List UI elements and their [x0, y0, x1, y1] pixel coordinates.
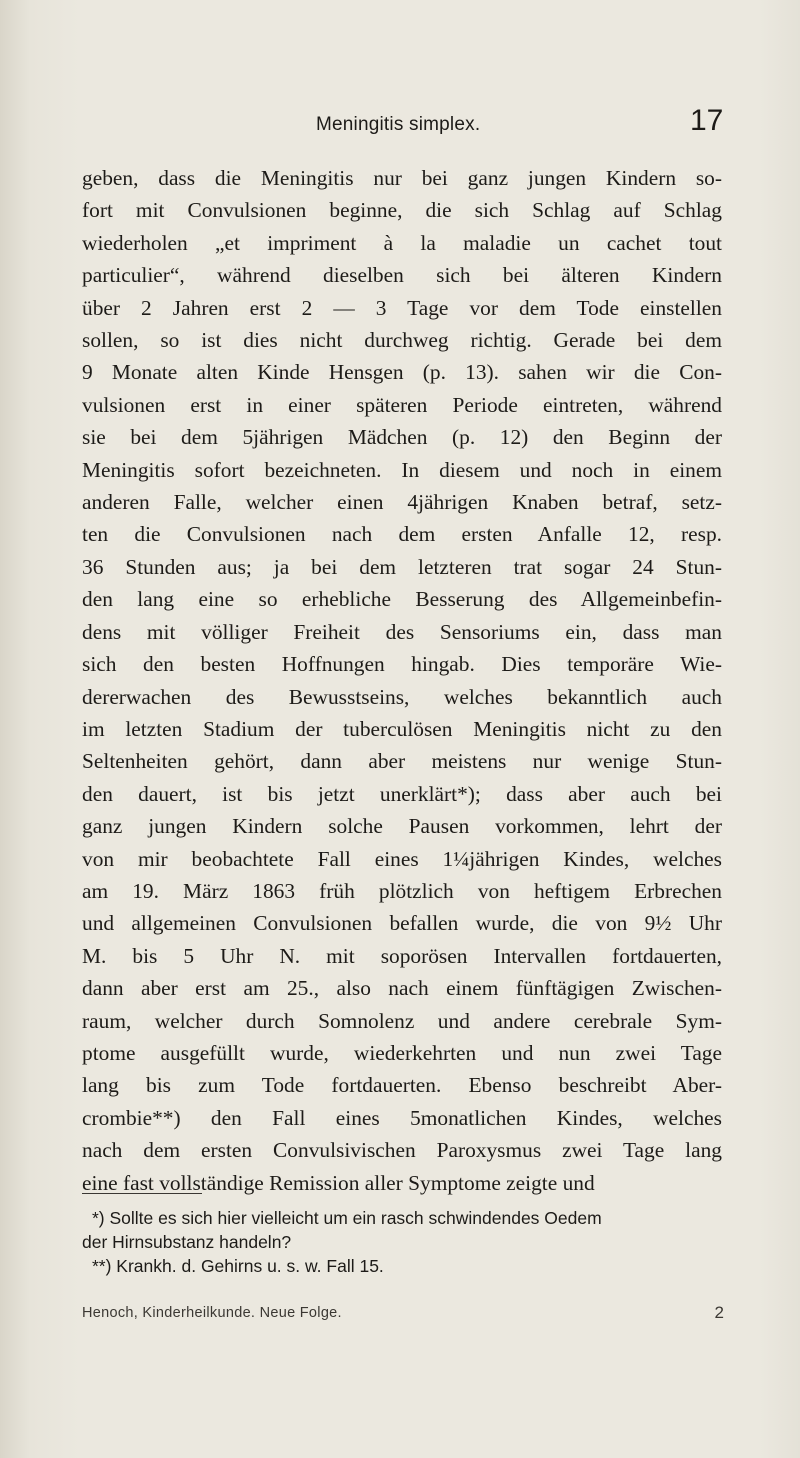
text-line: und allgemeinen Convulsionen befallen wurde, die von 9½ Uhr	[82, 911, 722, 936]
text-line: von mir beobachtete Fall eines 1¼jährigen Kindes, welches	[82, 846, 722, 871]
text-line: vulsionen erst in einer späteren Periode eintreten, während	[82, 392, 722, 417]
text-line: fort mit Convulsionen beginne, die sich Schlag auf Schlag	[82, 198, 722, 223]
text-line: dens mit völliger Freiheit des Sensoriums ein, dass man	[82, 619, 722, 644]
text-line: ten die Convulsionen nach dem ersten Anfalle 12, resp.	[82, 522, 722, 547]
body-text	[82, 162, 722, 1199]
text-line: Seltenheiten gehört, dann aber meistens nur wenige Stun-	[82, 749, 722, 774]
running-head	[0, 104, 800, 150]
text-line: sie bei dem 5jährigen Mädchen (p. 12) den Beginn der	[82, 425, 722, 450]
footnotes	[82, 1206, 722, 1278]
text-line: ganz jungen Kindern solche Pausen vorkommen, lehrt der	[82, 814, 722, 839]
page-number: 17	[690, 104, 724, 137]
text-line: wiederholen „et impriment à la maladie un cachet tout	[82, 230, 722, 255]
text-line: den dauert, ist bis jetzt unerklärt*); dass aber auch bei	[82, 781, 722, 806]
text-line: Meningitis sofort bezeichneten. In diesem und noch in einem	[82, 457, 722, 482]
text-line: ptome ausgefüllt wurde, wiederkehrten und nun zwei Tage	[82, 1040, 722, 1065]
text-line: sich den besten Hoffnungen hingab. Dies temporäre Wie-	[82, 652, 722, 677]
text-line: 36 Stunden aus; ja bei dem letzteren trat sogar 24 Stun-	[82, 554, 722, 579]
text-line: dererwachen des Bewusstseins, welches bekanntlich auch	[82, 684, 722, 709]
footnote-2: **) Krankh. d. Gehirns u. s. w. Fall 15.	[92, 1256, 384, 1276]
text-line: 9 Monate alten Kinde Hensgen (p. 13). sahen wir die Con-	[82, 360, 722, 385]
text-line: nach dem ersten Convulsivischen Paroxysmus zwei Tage lang	[82, 1138, 722, 1163]
text-line: anderen Falle, welcher einen 4jährigen Knaben betraf, setz-	[82, 490, 722, 515]
footnote-rule	[82, 1193, 202, 1194]
running-title: Meningitis simplex.	[316, 114, 481, 135]
footnote-1: *) Sollte es sich hier vielleicht um ein rasch schwindendes Oedem	[92, 1208, 602, 1228]
signature-mark: 2	[714, 1303, 724, 1322]
footnote-1-continuation: der Hirnsubstanz handeln?	[82, 1232, 292, 1252]
text-line: M. bis 5 Uhr N. mit soporösen Intervallen fortdauerten,	[82, 943, 722, 968]
text-line: den lang eine so erhebliche Besserung des Allgemeinbefin-	[82, 587, 722, 612]
text-line: geben, dass die Meningitis nur bei ganz jungen Kindern so-	[82, 166, 722, 190]
text-line: im letzten Stadium der tuberculösen Meningitis nicht zu den	[82, 716, 722, 741]
text-line: eine fast vollständige Remission aller Symptome zeigte und	[82, 1170, 595, 1195]
text-line: über 2 Jahren erst 2 — 3 Tage vor dem Tode einstellen	[82, 295, 722, 320]
text-line: particulier“, während dieselben sich bei älteren Kindern	[82, 263, 722, 288]
text-line: am 19. März 1863 früh plötzlich von heftigem Erbrechen	[82, 878, 722, 903]
text-line: crombie**) den Fall eines 5monatlichen Kindes, welches	[82, 1105, 722, 1130]
text-line: raum, welcher durch Somnolenz und andere cerebrale Sym-	[82, 1008, 722, 1033]
text-line: sollen, so ist dies nicht durchweg richtig. Gerade bei dem	[82, 328, 722, 353]
printer-signature	[82, 1305, 724, 1321]
text-line: lang bis zum Tode fortdauerten. Ebenso beschreibt Aber-	[82, 1073, 722, 1098]
text-line: dann aber erst am 25., also nach einem fünftägigen Zwischen-	[82, 976, 722, 1001]
signature-text: Henoch, Kinderheilkunde. Neue Folge.	[82, 1305, 342, 1321]
